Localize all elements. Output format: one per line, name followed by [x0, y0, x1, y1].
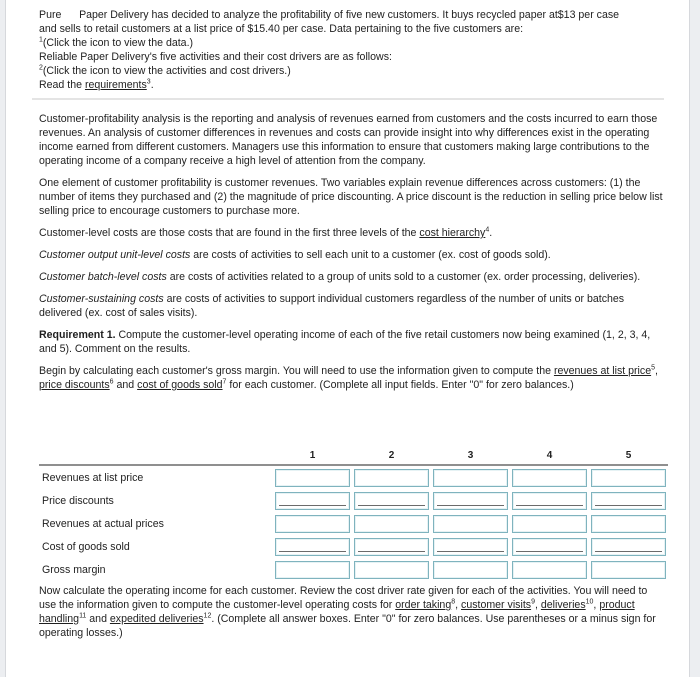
input-revenues-list-4[interactable] [512, 469, 587, 487]
expedited-deliveries-link[interactable]: expedited deliveries [109, 613, 204, 625]
input-gross-margin-5[interactable] [591, 561, 666, 579]
paragraph-customer-revenues: One element of customer profitability is customer revenues. Two variables explain revenue differences across customers: (1) the number of items they purchased and (2) the magnitude of price discounting. A price discount is the reduction in selling price below list selling price to encourage customers to purchase more. [39, 177, 663, 217]
question-body [39, 112, 664, 400]
input-revenues-list-1[interactable] [275, 469, 350, 487]
customer-visits-link[interactable]: customer visits [461, 599, 532, 611]
cost-hierarchy-link[interactable]: cost hierarchy [419, 227, 486, 239]
paragraph-customer-profitability: Customer-profitability analysis is the reporting and analysis of revenues earned from customers and the costs incurred to earn those revenues. An analysis of customer differences in revenues and costs can provide insight into why differences exist in the operating income earned from different customers. Managers use this information to ensure that customers making large contributions to the operating income of a company receive a high level of attention from the company. [39, 113, 658, 167]
input-cogs-2[interactable] [354, 538, 429, 556]
gross-margin-table [39, 446, 668, 581]
paragraph-customer-level-costs: Customer-level costs are those costs that are found in the first three levels of the cost hierarchy$^4$. [39, 226, 493, 239]
input-revenues-actual-5[interactable] [591, 515, 666, 533]
input-gross-margin-2[interactable] [354, 561, 429, 579]
revenues-at-list-price-link[interactable]: revenues at list price [553, 365, 652, 377]
input-revenues-actual-1[interactable] [275, 515, 350, 533]
problem-intro [39, 8, 664, 92]
paragraph-customer-sustaining: Customer-sustaining costs are costs of activities to support individual customers regardless of the number of units or batches delivered (ex. cost of sales visits). [39, 293, 625, 319]
footnote-2: 2 [39, 64, 43, 72]
input-gross-margin-4[interactable] [512, 561, 587, 579]
row-label-revenues-actual: Revenues at actual prices [42, 517, 164, 530]
column-header-customer-4: 4 [546, 449, 553, 461]
requirements-link[interactable]: requirements [84, 79, 147, 91]
paragraph-unit-level: Customer output unit-level costs are costs of activities to sell each unit to a customer (ex. cost of goods sold). [39, 249, 551, 261]
table-row [39, 558, 668, 581]
input-price-discounts-2[interactable] [354, 492, 429, 510]
footnote-1: 1 [39, 36, 43, 44]
input-revenues-actual-2[interactable] [354, 515, 429, 533]
requirement-1: Requirement 1. Compute the customer-level operating income of each of the five retail customers now being examined (1, 2, 3, 4, and 5). Comment on the results. [39, 329, 651, 355]
intro-line-1: Pure Paper Delivery has decided to analyze the profitability of five new customers. It buys recycled paper at$13 per case [39, 9, 620, 21]
input-price-discounts-3[interactable] [433, 492, 508, 510]
order-taking-link[interactable]: order taking [395, 599, 452, 611]
table-row [39, 512, 668, 535]
column-header-customer-2: 2 [388, 449, 395, 461]
data-icon-link[interactable]: $^1$(Click the icon to view the data.) [39, 36, 194, 49]
input-cogs-1[interactable] [275, 538, 350, 556]
row-label-price-discounts: Price discounts [42, 494, 114, 507]
table-row [39, 489, 668, 512]
intro-line-2: and sells to retail customers at a list price of $15.40 per case. Data pertaining to the five customers are: [39, 23, 524, 35]
input-cogs-4[interactable] [512, 538, 587, 556]
gross-margin-instructions: Begin by calculating each customer's gross margin. You will need to use the information given to compute the revenues at list price$^5$, price discounts$^6$ and cost of goods sold$^7$ for each customer. (Complete all input fields. Enter "0" for zero balances.) [39, 364, 658, 391]
activities-icon-link[interactable]: $^2$(Click the icon to view the activities and cost drivers.) [39, 64, 291, 77]
paragraph-batch-level: Customer batch-level costs are costs of activities related to a group of units sold to a customer (ex. order processing, deliveries). [39, 271, 641, 283]
footnote-3: 3 [146, 78, 151, 86]
input-price-discounts-4[interactable] [512, 492, 587, 510]
section-divider [32, 98, 664, 100]
input-cogs-3[interactable] [433, 538, 508, 556]
input-revenues-list-3[interactable] [433, 469, 508, 487]
row-label-cogs: Cost of goods sold [42, 540, 130, 553]
column-header-customer-3: 3 [467, 449, 474, 461]
intro-line-4: Reliable Paper Delivery's five activities and their cost drivers are as follows: [39, 51, 392, 63]
operating-income-instructions: Now calculate the operating income for each customer. Review the cost driver rate given for each of the activities. You will need to use the information given to compute the customer-level operating costs for order taking$^8$, customer visits$^9$, deliveries$^{10}$, product handling$^{11}$ and expedited deliveries$^{12}$. (Complete all answer boxes. Enter "0" for zero balances. Use parentheses or a minus sign for operating losses.) [39, 585, 656, 639]
input-price-discounts-5[interactable] [591, 492, 666, 510]
input-revenues-list-2[interactable] [354, 469, 429, 487]
input-cogs-5[interactable] [591, 538, 666, 556]
row-label-revenues-list: Revenues at list price [42, 471, 144, 484]
input-revenues-actual-4[interactable] [512, 515, 587, 533]
table-row [39, 535, 668, 558]
table-header-row [39, 446, 668, 464]
question-page [5, 0, 690, 677]
row-label-gross-margin: Gross margin [42, 563, 106, 576]
column-header-customer-5: 5 [625, 449, 632, 461]
product-handling-link[interactable]: product handling [39, 599, 635, 625]
table-row [39, 466, 668, 489]
price-discounts-link[interactable]: price discounts [39, 379, 110, 391]
input-price-discounts-1[interactable] [275, 492, 350, 510]
input-gross-margin-3[interactable] [433, 561, 508, 579]
input-revenues-actual-3[interactable] [433, 515, 508, 533]
column-header-customer-1: 1 [309, 449, 316, 461]
cost-of-goods-sold-link[interactable]: cost of goods sold [137, 379, 223, 391]
input-gross-margin-1[interactable] [275, 561, 350, 579]
read-requirements: Read the requirements$^3$. [39, 78, 154, 91]
input-revenues-list-5[interactable] [591, 469, 666, 487]
deliveries-link[interactable]: deliveries [540, 599, 586, 611]
